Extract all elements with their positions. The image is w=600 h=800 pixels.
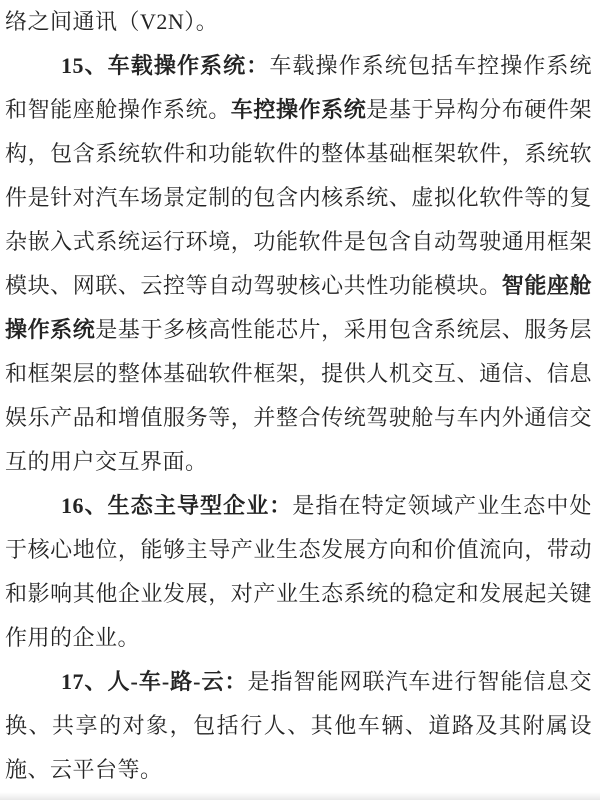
text-run: 17、人-车-路-云： [61, 669, 248, 694]
paragraph-17-person-vehicle-road-cloud [5, 660, 592, 792]
paragraph-15-vehicle-os [5, 44, 592, 484]
text-run: 是基于多核高性能芯片，采用包含系统层、服务层和框架层的整体基础软件框架，提供人机交互、通信、信息娱乐产品和增值服务等，并整合传统驾驶舱与车内外通信交互的用户交互界面。 [5, 317, 592, 474]
text-run: 是指智能网联汽车进行智能信息交换、共享的对象，包括行人、其他车辆、道路及其附属设施、云平台等。 [5, 669, 592, 782]
paragraph-continuation-v2n [5, 0, 592, 44]
text-run: 15、车载操作系统： [61, 53, 270, 78]
paragraph-16-ecosystem-leading-enterprise [5, 484, 592, 660]
text-run: 车控操作系统 [230, 97, 367, 122]
text-run: 16、生态主导型企业： [61, 493, 293, 518]
text-run: 络之间通讯（V2N）。 [5, 9, 219, 34]
text-run: 是指在特定领域产业生态中处于核心地位，能够主导产业生态发展方向和价值流向，带动和影响其他企业发展，对产业生态系统的稳定和发展起关键作用的企业。 [5, 493, 592, 650]
text-run: 是基于异构分布硬件架构，包含系统软件和功能软件的整体基础框架软件，系统软件是针对汽车场景定制的包含内核系统、虚拟化软件等的复杂嵌入式系统运行环境，功能软件是包含自动驾驶通用框架模块、网联、云控等自动驾驶核心共性功能模块。 [5, 97, 592, 298]
text-run: 智能座舱操作系统 [5, 273, 592, 342]
document-body [5, 0, 592, 792]
text-run: 车载操作系统包括车控操作系统和智能座舱操作系统。 [5, 53, 592, 122]
